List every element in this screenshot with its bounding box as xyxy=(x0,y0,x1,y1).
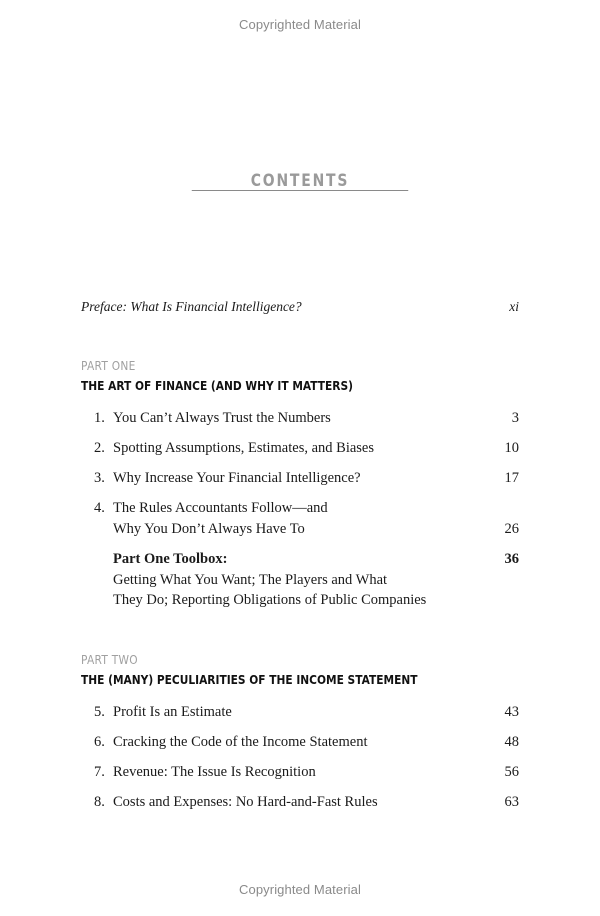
chapter-title: Revenue: The Issue Is Recognition xyxy=(113,764,316,780)
chapter-number: 4. xyxy=(94,500,105,516)
chapter-page-number: 10 xyxy=(504,440,519,456)
chapter-number: 5. xyxy=(94,704,105,720)
chapter-page-number: 43 xyxy=(504,704,519,720)
toc-entry-chapter-2[interactable] xyxy=(94,438,519,459)
preface-page-number: xi xyxy=(509,299,519,314)
chapter-page-number: 48 xyxy=(504,734,519,750)
part-one-label: PART ONE xyxy=(81,358,136,373)
copyright-watermark-bottom: Copyrighted Material xyxy=(239,882,361,897)
chapter-page-number: 56 xyxy=(504,764,519,780)
copyright-watermark-top: Copyrighted Material xyxy=(239,17,361,32)
preface-entry[interactable] xyxy=(81,297,519,317)
chapter-number: 1. xyxy=(94,410,105,426)
part-two-title: THE (MANY) PECULIARITIES OF THE INCOME STATEMENT xyxy=(81,672,418,687)
toc-entry-chapter-1[interactable] xyxy=(94,408,519,429)
toc-entry-chapter-6[interactable] xyxy=(94,732,519,753)
toolbox-title: Part One Toolbox: xyxy=(113,551,228,567)
chapter-page-number: 26 xyxy=(504,520,519,537)
chapter-page-number: 17 xyxy=(504,470,519,486)
toc-entry-chapter-4[interactable] xyxy=(94,498,519,539)
chapter-number: 8. xyxy=(94,794,105,810)
chapter-number: 3. xyxy=(94,470,105,486)
chapter-title: You Can’t Always Trust the Numbers xyxy=(113,410,331,426)
toc-entry-chapter-5[interactable] xyxy=(94,702,519,723)
chapter-title: Costs and Expenses: No Hard-and-Fast Rules xyxy=(113,794,378,810)
chapter-title: Why Increase Your Financial Intelligence? xyxy=(113,470,361,486)
chapter-number: 2. xyxy=(94,440,105,456)
part-two-label: PART TWO xyxy=(81,652,138,667)
toolbox-description-line-2: They Do; Reporting Obligations of Public Companies xyxy=(113,592,427,608)
chapter-title: Spotting Assumptions, Estimates, and Biases xyxy=(113,440,375,456)
toolbox-page-number: 36 xyxy=(504,551,519,567)
chapter-page-number: 63 xyxy=(504,794,519,810)
chapter-page-number: 3 xyxy=(511,410,519,426)
part-one-title: THE ART OF FINANCE (AND WHY IT MATTERS) xyxy=(81,378,353,393)
chapter-title: Cracking the Code of the Income Statement xyxy=(113,734,368,750)
contents-heading: CONTENTS xyxy=(192,170,408,191)
toc-entry-chapter-7[interactable] xyxy=(94,762,519,783)
chapter-title-line-2: Why You Don’t Always Have To xyxy=(113,520,305,537)
chapter-title: Profit Is an Estimate xyxy=(113,704,232,720)
chapter-number: 6. xyxy=(94,734,105,750)
chapter-title-line-1: The Rules Accountants Follow—and xyxy=(113,500,328,516)
preface-label: Preface: What Is Financial Intelligence? xyxy=(81,299,302,314)
toc-entry-chapter-8[interactable] xyxy=(94,792,519,813)
chapter-number: 7. xyxy=(94,764,105,780)
toc-entry-part-one-toolbox[interactable] xyxy=(94,549,519,611)
toolbox-description-line-1: Getting What You Want; The Players and What xyxy=(113,571,388,588)
toc-entry-chapter-3[interactable] xyxy=(94,468,519,489)
